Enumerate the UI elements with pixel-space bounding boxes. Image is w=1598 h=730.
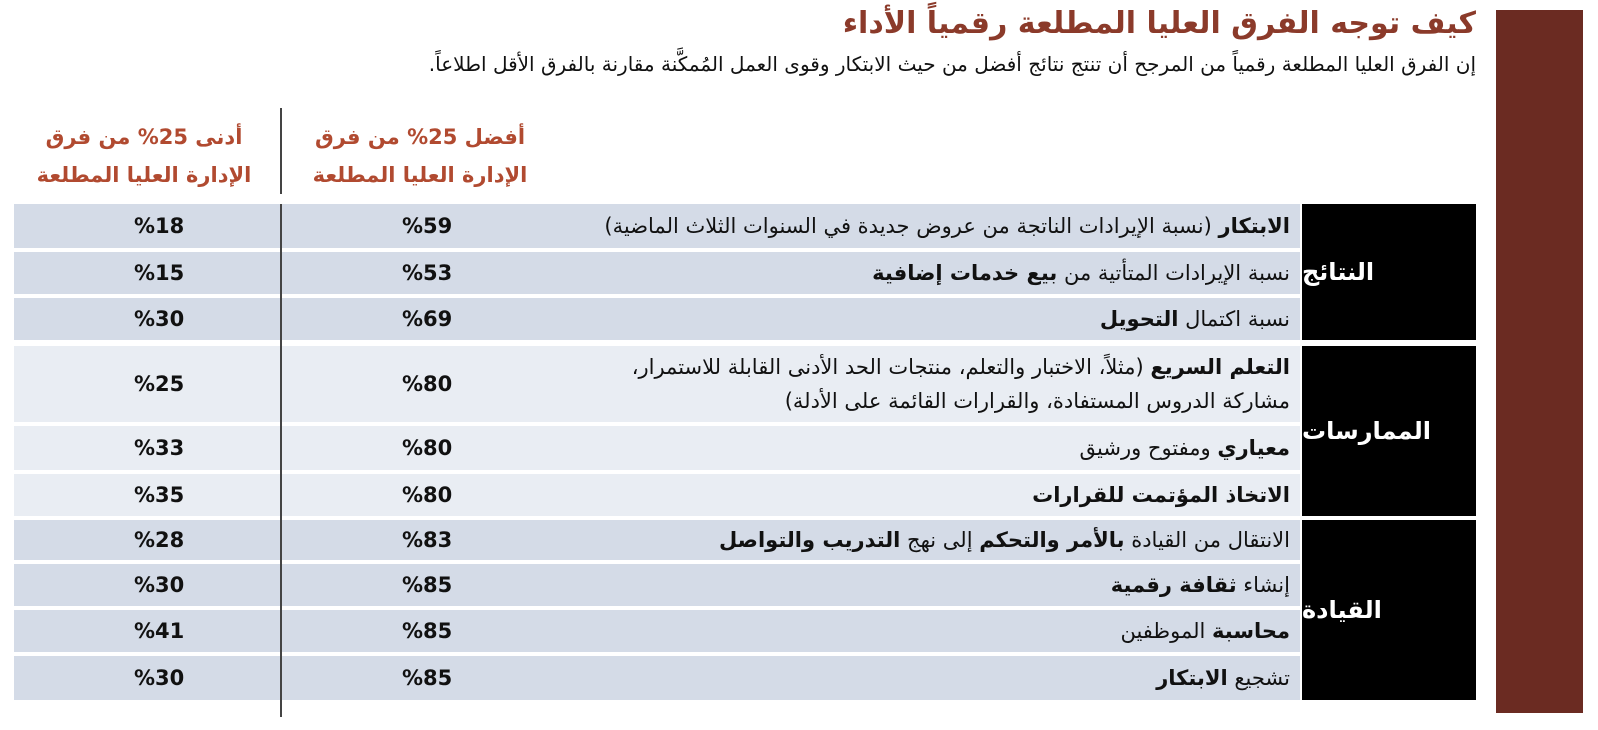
metric-label: الانتقال من القيادة بالأمر والتحكم إلى نهج التدريب والتواصل (718, 528, 1290, 552)
page-title: كيف توجه الفرق العليا المطلعة رقمياً الأداء (842, 6, 1476, 41)
top-25-value: %80 (402, 483, 453, 507)
metric-label: تشجيع الابتكار (1156, 666, 1290, 690)
column-header-top-line1: أفضل 25% من فرق (314, 125, 526, 149)
top-25-value: %59 (402, 214, 453, 238)
table-row (14, 204, 1300, 248)
table-row (14, 298, 1300, 340)
top-25-value: %85 (402, 619, 453, 643)
table-row (14, 520, 1300, 560)
category-leadership: القيادة (1302, 520, 1476, 700)
bottom-25-value: %30 (134, 307, 185, 331)
column-header-bottom-25 (14, 118, 274, 194)
page-subtitle: إن الفرق العليا المطلعة رقمياً من المرجح أن تنتج نتائج أفضل من حيث الابتكار وقوى العمل المُمكَّنة مقارنة بالفرق الأقل اطلاعاً. (428, 52, 1476, 76)
top-25-value: %80 (402, 372, 453, 396)
bottom-25-value: %33 (134, 436, 185, 460)
table-row (14, 610, 1300, 652)
bottom-25-value: %30 (134, 573, 185, 597)
top-25-value: %80 (402, 436, 453, 460)
column-header-bottom-line2: الإدارة العليا المطلعة (36, 163, 252, 187)
top-25-value: %85 (402, 666, 453, 690)
metric-label: إنشاء ثقافة رقمية (1110, 573, 1290, 597)
bottom-25-value: %15 (134, 261, 185, 285)
table-row (14, 474, 1300, 516)
top-25-value: %85 (402, 573, 453, 597)
bottom-25-value: %41 (134, 619, 185, 643)
category-results: النتائج (1302, 204, 1476, 340)
side-accent-bar (1496, 10, 1583, 713)
bottom-25-value: %18 (134, 214, 185, 238)
bottom-25-value: %30 (134, 666, 185, 690)
header-column-divider (280, 108, 282, 194)
table-row (14, 346, 1300, 422)
metric-label: معياري ومفتوح ورشيق (1079, 436, 1290, 460)
top-25-value: %83 (402, 528, 453, 552)
body-column-divider (280, 204, 282, 717)
metric-label: التعلم السريع (مثلاً، الاختبار والتعلم، منتجات الحد الأدنى القابلة للاستمرار، مشاركة الدروس المستفادة، والقرارات القائمة على الأدلة) (631, 355, 1290, 413)
column-header-top-line2: الإدارة العليا المطلعة (312, 163, 528, 187)
metric-label: نسبة اكتمال التحويل (1099, 307, 1290, 331)
metric-label: الابتكار (نسبة الإيرادات الناتجة من عروض جديدة في السنوات الثلاث الماضية) (604, 214, 1290, 238)
top-25-value: %69 (402, 307, 453, 331)
top-25-value: %53 (402, 261, 453, 285)
table-row (14, 656, 1300, 700)
table-row (14, 426, 1300, 470)
metric-label: محاسبة الموظفين (1120, 619, 1290, 643)
table-row (14, 564, 1300, 606)
category-practices: الممارسات (1302, 346, 1476, 516)
column-header-top-25 (280, 118, 560, 194)
column-header-bottom-line1: أدنى 25% من فرق (45, 125, 243, 149)
bottom-25-value: %35 (134, 483, 185, 507)
table-row (14, 252, 1300, 294)
bottom-25-value: %25 (134, 372, 185, 396)
metric-label: الاتخاذ المؤتمت للقرارات (1032, 483, 1290, 507)
metric-label: نسبة الإيرادات المتأتية من بيع خدمات إضافية (872, 261, 1290, 285)
bottom-25-value: %28 (134, 528, 185, 552)
